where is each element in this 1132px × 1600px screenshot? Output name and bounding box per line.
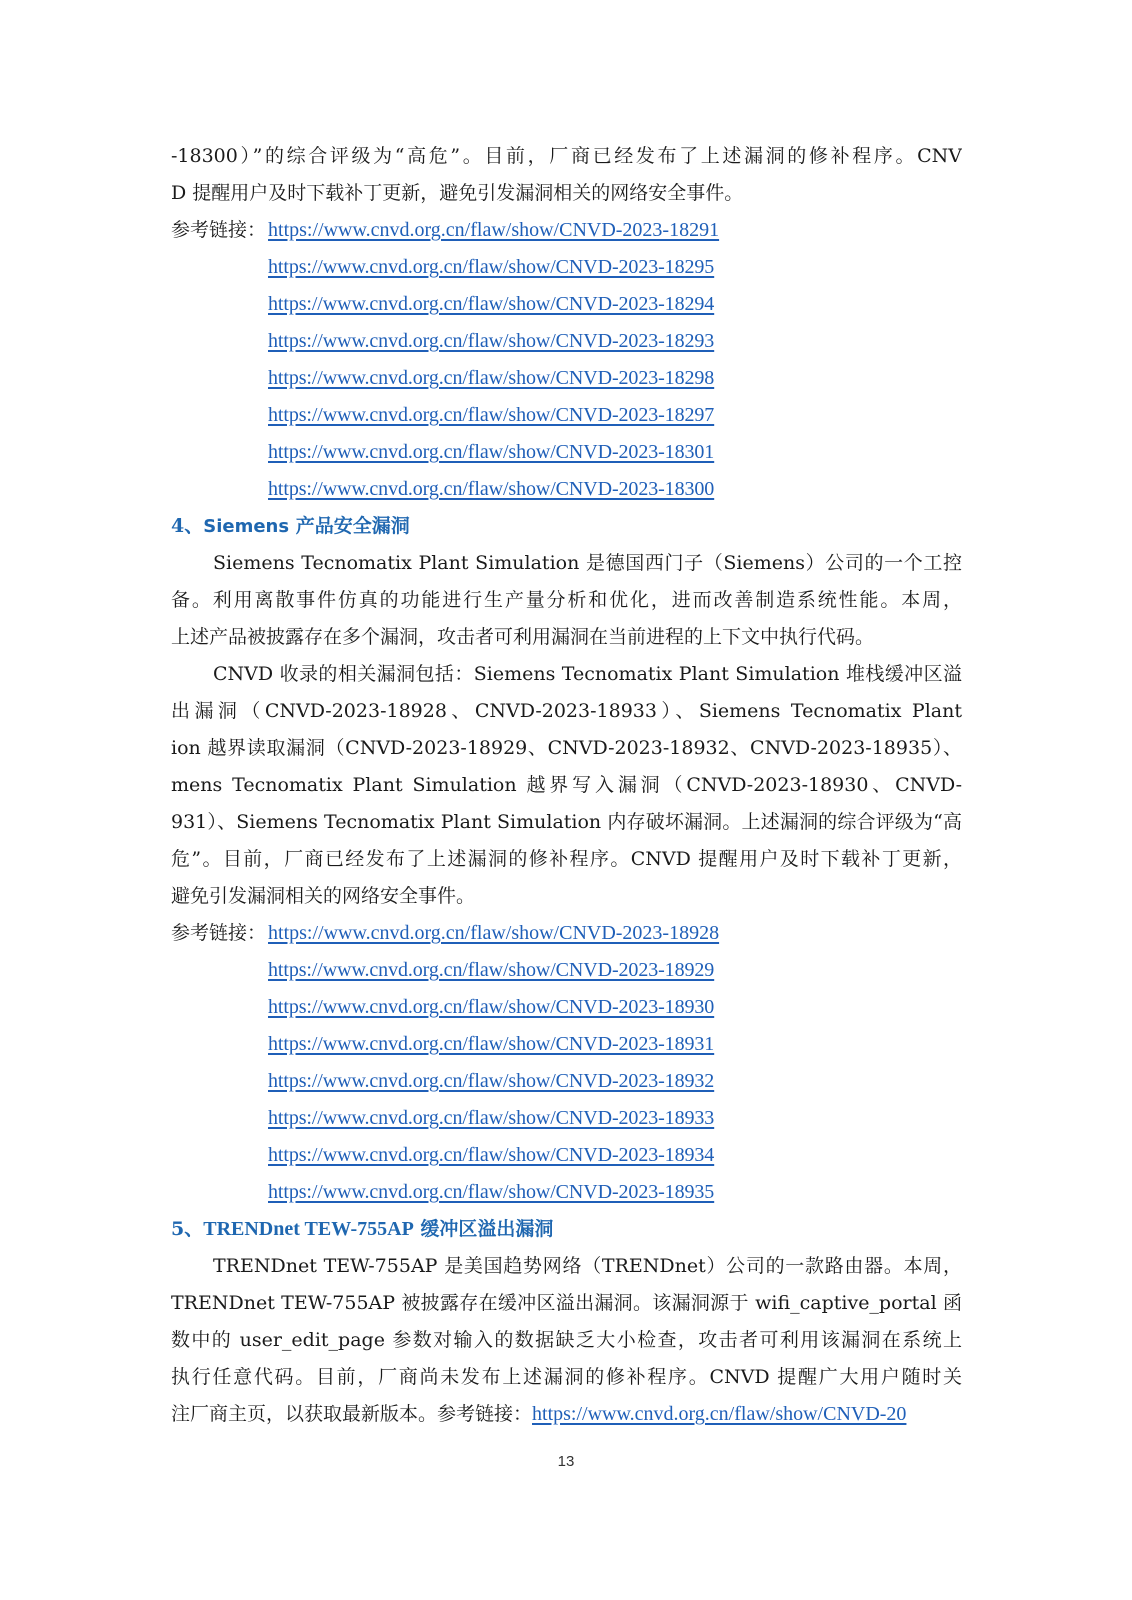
reference-link-row: [171, 1100, 962, 1137]
paragraph-line: 避免引发漏洞相关的网络安全事件。: [171, 885, 476, 907]
intro-line-2: D 提醒用户及时下载补丁更新，避免引发漏洞相关的网络安全事件。: [171, 182, 744, 204]
reference-link[interactable]: https://www.cnvd.org.cn/flaw/show/CNVD-2023-18932: [268, 1070, 715, 1092]
reference-link[interactable]: https://www.cnvd.org.cn/flaw/show/CNVD-20: [532, 1403, 907, 1425]
paragraph-line: 危”。目前，厂商已经发布了上述漏洞的修补程序。CNVD 提醒用户及时下载补丁更新，: [171, 848, 962, 870]
paragraph-line: Siemens Tecnomatix Plant Simulation 是德国西门子（Siemens）公司的一个工控: [213, 552, 962, 574]
reference-links-row: [171, 212, 962, 249]
section-number: 4、: [171, 515, 204, 537]
document-page: [171, 138, 962, 1433]
reference-link-row: [171, 286, 962, 323]
reference-link[interactable]: https://www.cnvd.org.cn/flaw/show/CNVD-2023-18298: [268, 367, 715, 389]
reference-link[interactable]: https://www.cnvd.org.cn/flaw/show/CNVD-2023-18295: [268, 256, 715, 278]
paragraph-last-line: [171, 1396, 962, 1433]
paragraph-line: 931）、Siemens Tecnomatix Plant Simulation 内存破坏漏洞。上述漏洞的综合评级为“高: [171, 811, 962, 833]
reference-link[interactable]: https://www.cnvd.org.cn/flaw/show/CNVD-2023-18301: [268, 441, 715, 463]
section-title-latin: TRENDnet TEW-755AP: [203, 1218, 414, 1240]
reference-link[interactable]: https://www.cnvd.org.cn/flaw/show/CNVD-2023-18297: [268, 404, 715, 426]
paragraph-line: mens Tecnomatix Plant Simulation 越界写入漏洞（CNVD-2023-18930、CNVD-: [171, 774, 962, 796]
reference-link-row: [171, 471, 962, 508]
reference-link[interactable]: https://www.cnvd.org.cn/flaw/show/CNVD-2023-18928: [268, 922, 720, 944]
paragraph-line: TRENDnet TEW-755AP 被披露存在缓冲区溢出漏洞。该漏洞源于 wifi_captive_portal 函: [171, 1292, 962, 1314]
reference-label: 参考链接：: [171, 922, 267, 944]
reference-link-row: [171, 1026, 962, 1063]
reference-link-row: [171, 989, 962, 1026]
reference-link-row: [171, 1137, 962, 1174]
reference-link[interactable]: https://www.cnvd.org.cn/flaw/show/CNVD-2023-18294: [268, 293, 715, 315]
paragraph-text: 注厂商主页，以获取最新版本。参考链接：: [171, 1403, 533, 1425]
reference-link[interactable]: https://www.cnvd.org.cn/flaw/show/CNVD-2023-18934: [268, 1144, 715, 1166]
reference-link-row: [171, 249, 962, 286]
section-number: 5、: [171, 1218, 204, 1240]
section-title: 缓冲区溢出漏洞: [413, 1218, 554, 1240]
paragraph-line: 数中的 user_edit_page 参数对输入的数据缺乏大小检查，攻击者可利用该漏洞在系统上: [171, 1329, 962, 1351]
reference-link-row: [171, 323, 962, 360]
reference-link-row: [171, 1174, 962, 1211]
reference-link[interactable]: https://www.cnvd.org.cn/flaw/show/CNVD-2023-18930: [268, 996, 715, 1018]
paragraph-line: 出漏洞（CNVD-2023-18928、CNVD-2023-18933）、Siemens Tecnomatix Plant: [171, 700, 962, 722]
page-number: 13: [557, 1453, 575, 1470]
reference-link[interactable]: https://www.cnvd.org.cn/flaw/show/CNVD-2023-18933: [268, 1107, 715, 1129]
reference-link-row: [171, 434, 962, 471]
paragraph-line: ion 越界读取漏洞（CNVD-2023-18929、CNVD-2023-18932、CNVD-2023-18935）、: [171, 737, 962, 759]
reference-link[interactable]: https://www.cnvd.org.cn/flaw/show/CNVD-2023-18293: [268, 330, 715, 352]
paragraph-line: 备。利用离散事件仿真的功能进行生产量分析和优化，进而改善制造系统性能。本周，: [171, 589, 962, 611]
section-5-heading: [171, 1211, 962, 1248]
reference-link[interactable]: https://www.cnvd.org.cn/flaw/show/CNVD-2023-18300: [268, 478, 715, 500]
reference-link-row: [171, 952, 962, 989]
reference-link-row: [171, 1063, 962, 1100]
paragraph-line: TRENDnet TEW-755AP 是美国趋势网络（TRENDnet）公司的一款路由器。本周，: [213, 1255, 962, 1277]
paragraph-line: CNVD 收录的相关漏洞包括：Siemens Tecnomatix Plant Simulation 堆栈缓冲区溢: [213, 663, 962, 685]
section-title: 产品安全漏洞: [289, 515, 410, 537]
reference-link-row: [171, 397, 962, 434]
section-4-heading: [171, 508, 962, 545]
paragraph-line: 执行任意代码。目前，厂商尚未发布上述漏洞的修补程序。CNVD 提醒广大用户随时关: [171, 1366, 962, 1388]
reference-link[interactable]: https://www.cnvd.org.cn/flaw/show/CNVD-2023-18291: [268, 219, 720, 241]
reference-links-row: [171, 915, 962, 952]
intro-line-1: -18300）”的综合评级为“高危”。目前，厂商已经发布了上述漏洞的修补程序。CNV: [171, 145, 962, 167]
reference-label: 参考链接：: [171, 219, 267, 241]
reference-link[interactable]: https://www.cnvd.org.cn/flaw/show/CNVD-2023-18929: [268, 959, 715, 981]
reference-link[interactable]: https://www.cnvd.org.cn/flaw/show/CNVD-2023-18931: [268, 1033, 715, 1055]
reference-link[interactable]: https://www.cnvd.org.cn/flaw/show/CNVD-2023-18935: [268, 1181, 715, 1203]
section-title-latin: Siemens: [203, 516, 290, 537]
paragraph-line: 上述产品被披露存在多个漏洞，攻击者可利用漏洞在当前进程的上下文中执行代码。: [171, 626, 875, 648]
reference-link-row: [171, 360, 962, 397]
